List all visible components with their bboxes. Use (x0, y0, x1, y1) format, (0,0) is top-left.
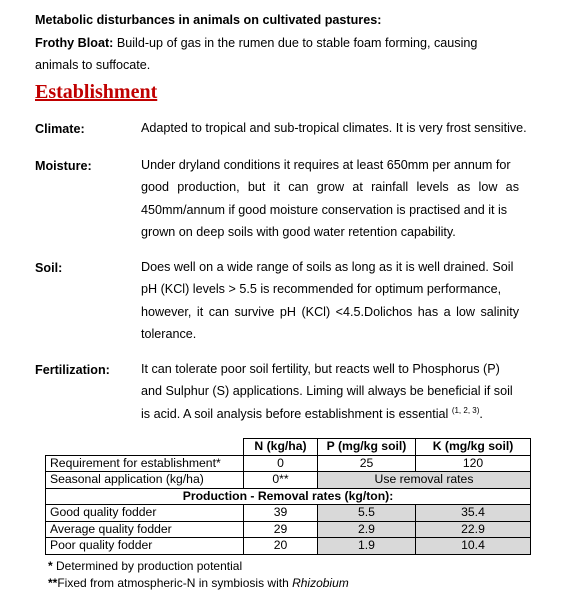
climate-text (141, 117, 541, 139)
frothy-bloat-line-2: animals to suffocate. (35, 58, 151, 72)
row-label: Average quality fodder (46, 521, 244, 538)
table-cell: 0 (244, 455, 318, 472)
footnote-2-text: Fixed from atmospheric-N in symbiosis with (57, 576, 293, 590)
footnote-1-mark: * (48, 559, 53, 573)
table-cell: 39 (244, 505, 318, 522)
table-cell: 22.9 (416, 521, 531, 538)
row-label: Good quality fodder (46, 505, 244, 522)
reference-superscript: (1, 2, 3) (451, 405, 480, 415)
table-header: N (kg/ha) (244, 439, 318, 456)
table-cell: 25 (318, 455, 416, 472)
soil-text (141, 256, 519, 346)
moisture-line: grown on deep soils with good water retention capability. (141, 225, 456, 240)
table-cell: Use removal rates (318, 472, 531, 489)
table-cell: 5.5 (318, 505, 416, 522)
moisture-line: good production, but it can grow at rainfall levels as low as (141, 180, 519, 195)
metabolic-title: Metabolic disturbances in animals on cultivated pastures: (35, 13, 382, 27)
fertilization-line: It can tolerate poor soil fertility, but reacts well to Phosphorus (P) (141, 362, 500, 376)
table-row (46, 505, 531, 522)
table-row (46, 472, 531, 489)
moisture-line: 450mm/annum if good moisture conservation is practised and it is (141, 202, 508, 217)
fertilization-line: and Sulphur (S) applications. Liming will always be beneficial if soil (141, 384, 513, 399)
establishment-heading: Establishment (35, 81, 158, 103)
frothy-bloat-desc: Build-up of gas in the rumen due to stable foam forming, causing (113, 36, 478, 50)
moisture-text (141, 154, 519, 244)
footnote-1-text: Determined by production potential (52, 559, 243, 573)
removal-rates-title: Production - Removal rates (kg/ton): (46, 488, 531, 505)
fertilization-last-text: is acid. A soil analysis before establishment is essential (141, 406, 449, 421)
row-label: Poor quality fodder (46, 538, 244, 555)
row-label: Seasonal application (kg/ha) (46, 472, 244, 489)
rhizobium-term: Rhizobium (292, 576, 349, 590)
moisture-label: Moisture: (35, 159, 92, 173)
table-header: P (mg/kg soil) (318, 439, 416, 456)
footnote-2 (48, 576, 349, 590)
table-header: K (mg/kg soil) (416, 439, 531, 456)
footnote-2-mark: ** (48, 576, 58, 590)
table-cell: 29 (244, 521, 318, 538)
fertilization-text (141, 358, 519, 425)
table-row (46, 521, 531, 538)
table-cell: 10.4 (416, 538, 531, 555)
table-cell: 2.9 (318, 521, 416, 538)
moisture-line: Under dryland conditions it requires at least 650mm per annum for (141, 158, 511, 172)
footnote-1 (48, 559, 242, 573)
climate-line: Adapted to tropical and sub-tropical climates. It is very frost sensitive. (141, 121, 527, 135)
climate-label: Climate: (35, 122, 85, 136)
soil-line: Does well on a wide range of soils as long as it is well drained. Soil (141, 260, 514, 274)
nutrient-table (45, 438, 531, 555)
table-cell: 0** (244, 472, 318, 489)
table-row (46, 455, 531, 472)
table-cell: 20 (244, 538, 318, 555)
soil-line: however, it can survive pH (KCl) <4.5.Dolichos has a low salinity (141, 304, 519, 319)
table-cell: 120 (416, 455, 531, 472)
fertilization-period: . (479, 406, 483, 421)
fertilization-label: Fertilization: (35, 363, 110, 377)
soil-label: Soil: (35, 261, 63, 275)
soil-line: tolerance. (141, 327, 197, 342)
table-cell: 35.4 (416, 505, 531, 522)
fertilization-line (141, 403, 519, 425)
frothy-bloat-line (35, 32, 477, 54)
soil-line: pH (KCl) levels > 5.5 is recommended for optimum performance, (141, 282, 502, 297)
row-label: Requirement for establishment* (46, 455, 244, 472)
table-corner (46, 439, 244, 456)
table-subheader-row (46, 488, 531, 505)
table-header-row (46, 439, 531, 456)
table-row (46, 538, 531, 555)
table-cell: 1.9 (318, 538, 416, 555)
frothy-bloat-term: Frothy Bloat: (35, 36, 114, 50)
